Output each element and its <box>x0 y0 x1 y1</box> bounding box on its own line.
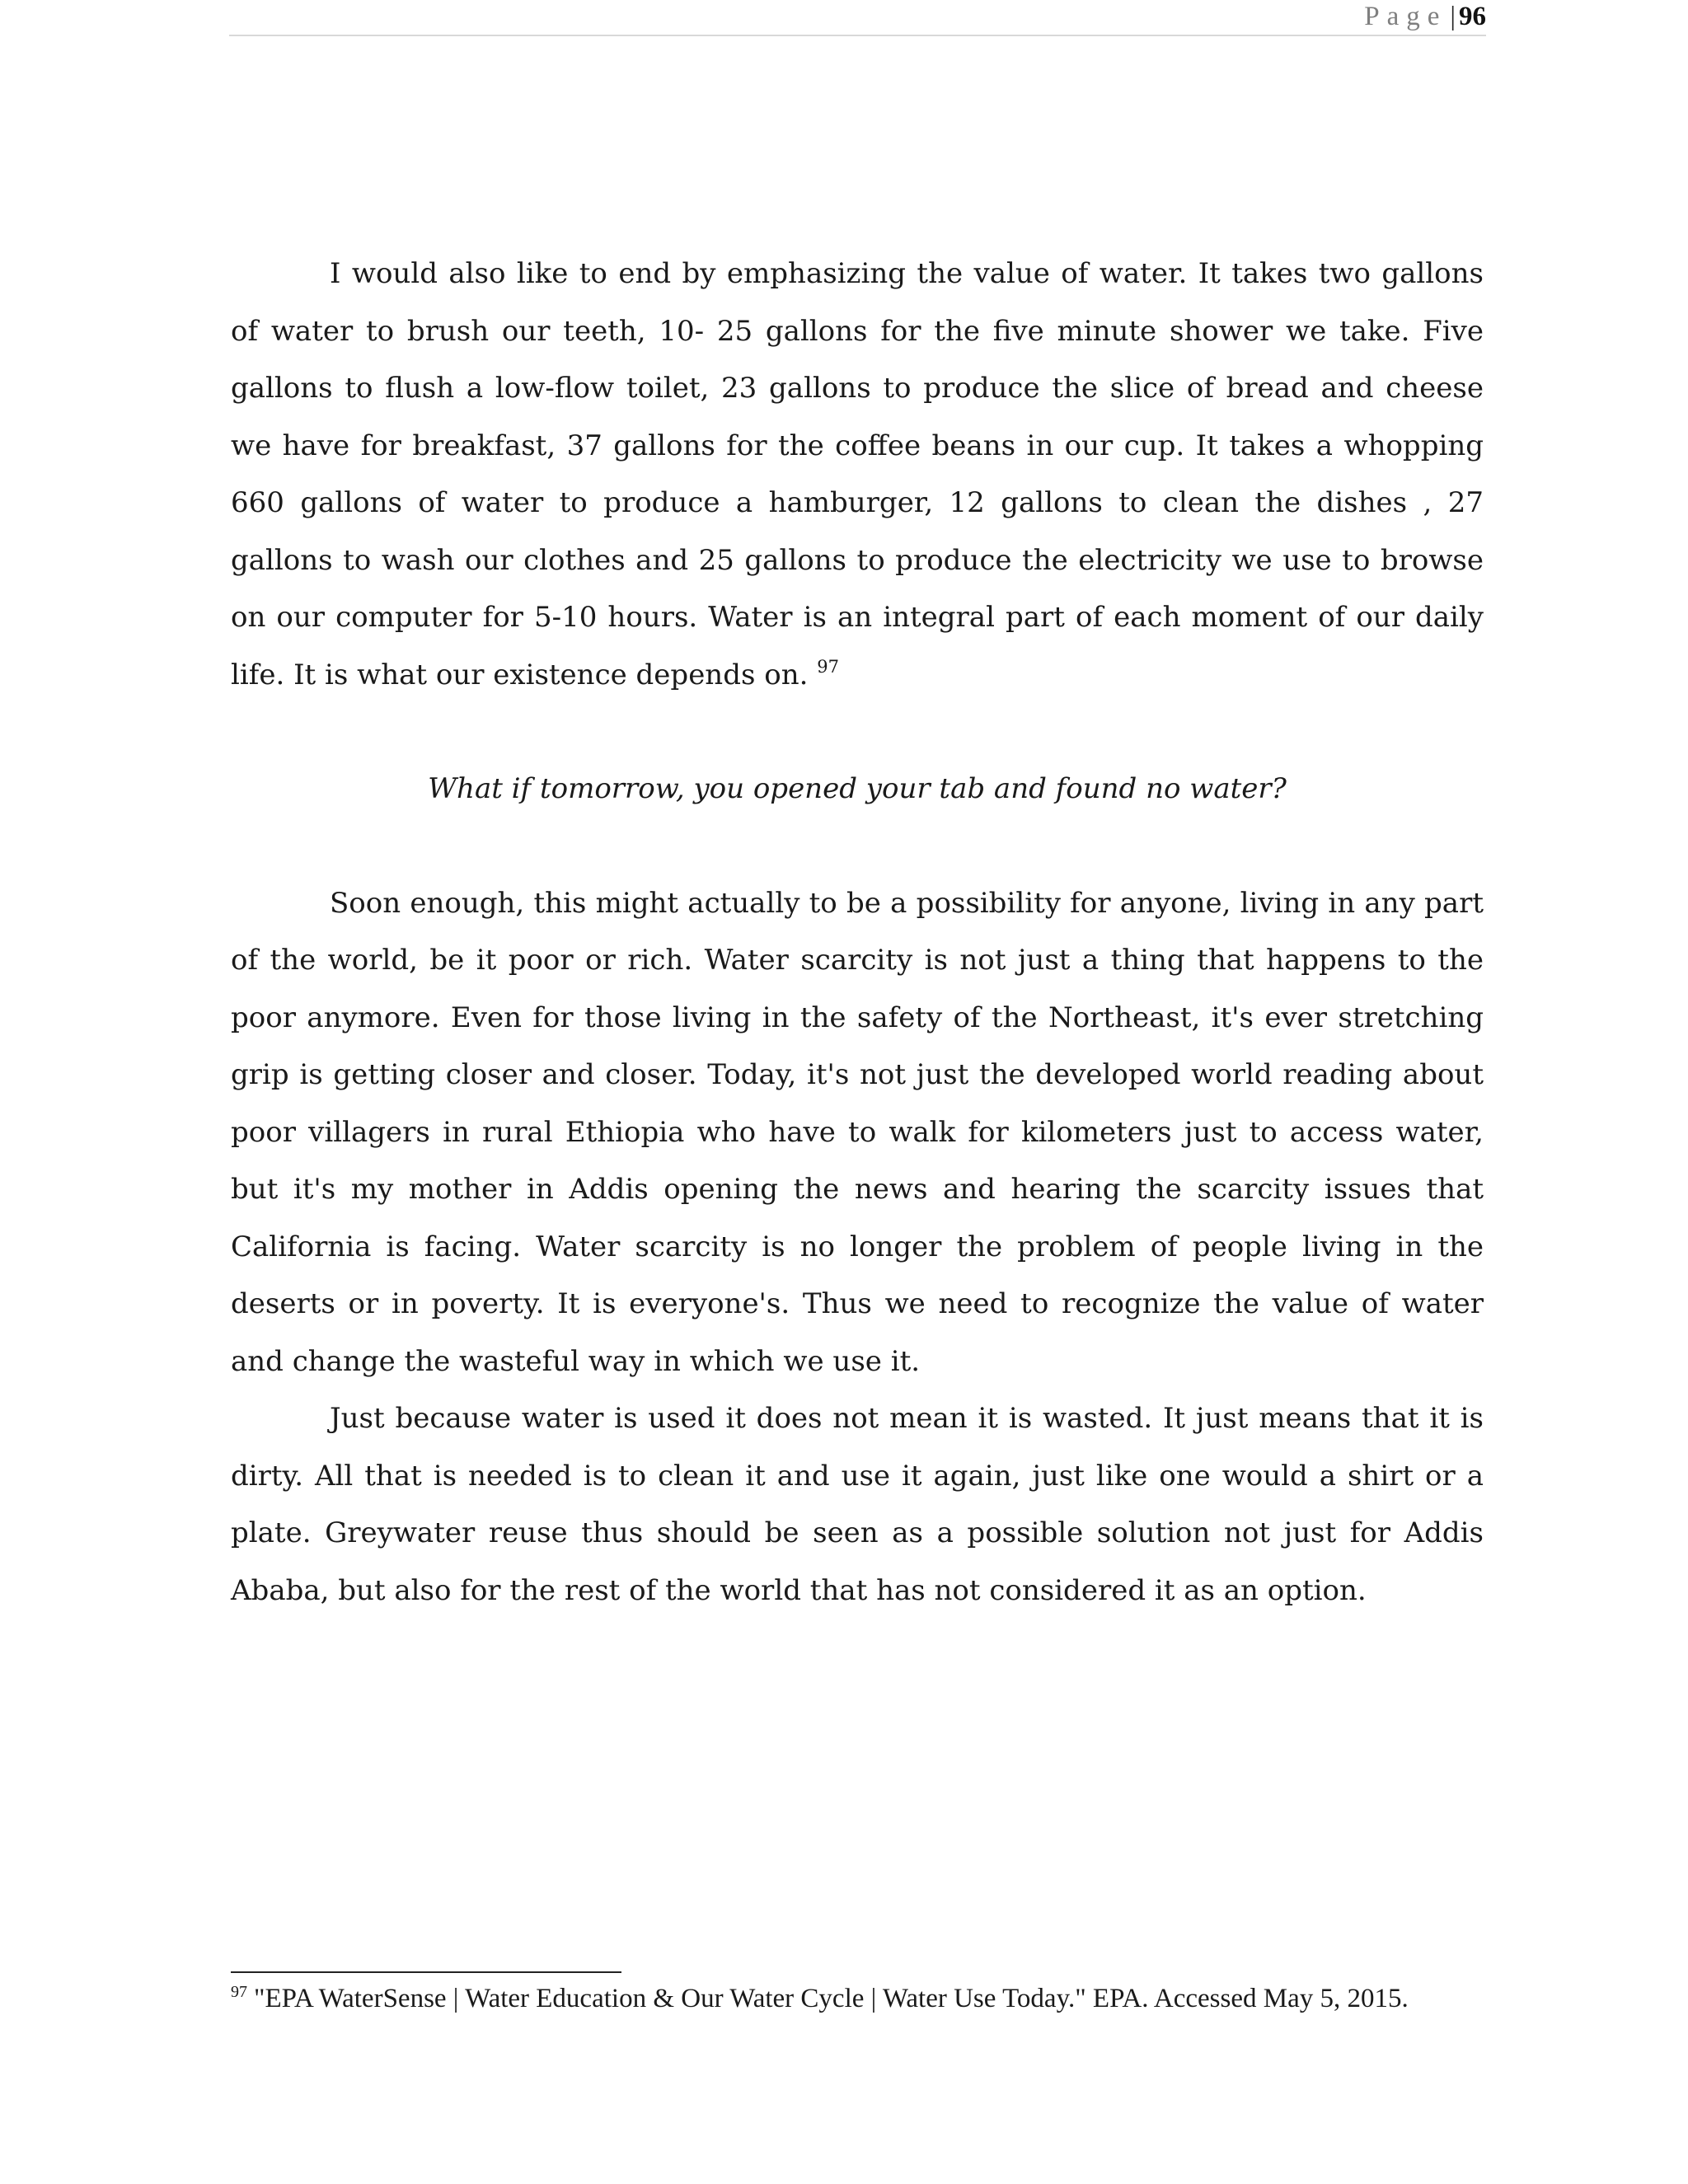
footnote-number: 97 <box>231 1983 247 2001</box>
footnote-text: "EPA WaterSense | Water Education & Our Water Cycle | Water Use Today." EPA. Accessed May 5, 2015. <box>254 1984 1409 2013</box>
page-number: 96 <box>1459 2 1486 31</box>
footnote-divider <box>231 1971 621 1973</box>
footnote <box>231 1980 1484 2018</box>
spacer <box>231 704 1484 761</box>
page-header <box>229 0 1486 36</box>
paragraph-value-of-water <box>231 246 1484 704</box>
page-word: Page <box>1364 2 1447 31</box>
paragraph-water-scarcity: Soon enough, this might actually to be a possibility for anyone, living in any part of the world, be it poor or rich. Water scarcity is not just a thing that happens to the poor anymore. Even for those living in the safety of the Northeast, it's ever stretching grip is getting closer and closer. Today, it's not just the developed world reading about poor villagers in rural Ethiopia who have to walk for kilometers just to access water, but it's my mother in Addis opening the news and hearing the scarcity issues that California is facing. Water scarcity is no longer the problem of people living in the deserts or in poverty. It is everyone's. Thus we need to recognize the value of water and change the wasteful way in which we use it. <box>231 886 1484 1378</box>
body-text <box>231 246 1484 1619</box>
page-number-label <box>1364 2 1486 31</box>
paragraph-greywater-reuse: Just because water is used it does not mean it is wasted. It just means that it is dirty. All that is needed is to clean it and use it again, just like one would a shirt or a plate. Greywater reuse thus should be seen as a possible solution not just for Addis Ababa, but also for the rest of the world that has not considered it as an option. <box>231 1402 1484 1607</box>
page-separator: | <box>1450 2 1456 31</box>
paragraph-text: I would also like to end by emphasizing the value of water. It takes two gallons of water to brush our teeth, 10- 25 gallons for the five minute shower we take. Five gallons to flush a low-flow toilet, 23 gallons to produce the slice of bread and cheese we have for breakfast, 37 gallons for the coffee beans in our cup. It takes a whopping 660 gallons of water to produce a hamburger, 12 gallons to clean the dishes , 27 gallons to wash our clothes and 25 gallons to produce the electricity we use to browse on our computer for 5-10 hours. Water is an integral part of each moment of our daily life. It is what our existence depends on. <box>231 257 1484 691</box>
footnote-reference: 97 <box>817 656 839 677</box>
spacer <box>231 818 1484 875</box>
question-line: What if tomorrow, you opened your tab and found no water? <box>428 772 1287 805</box>
